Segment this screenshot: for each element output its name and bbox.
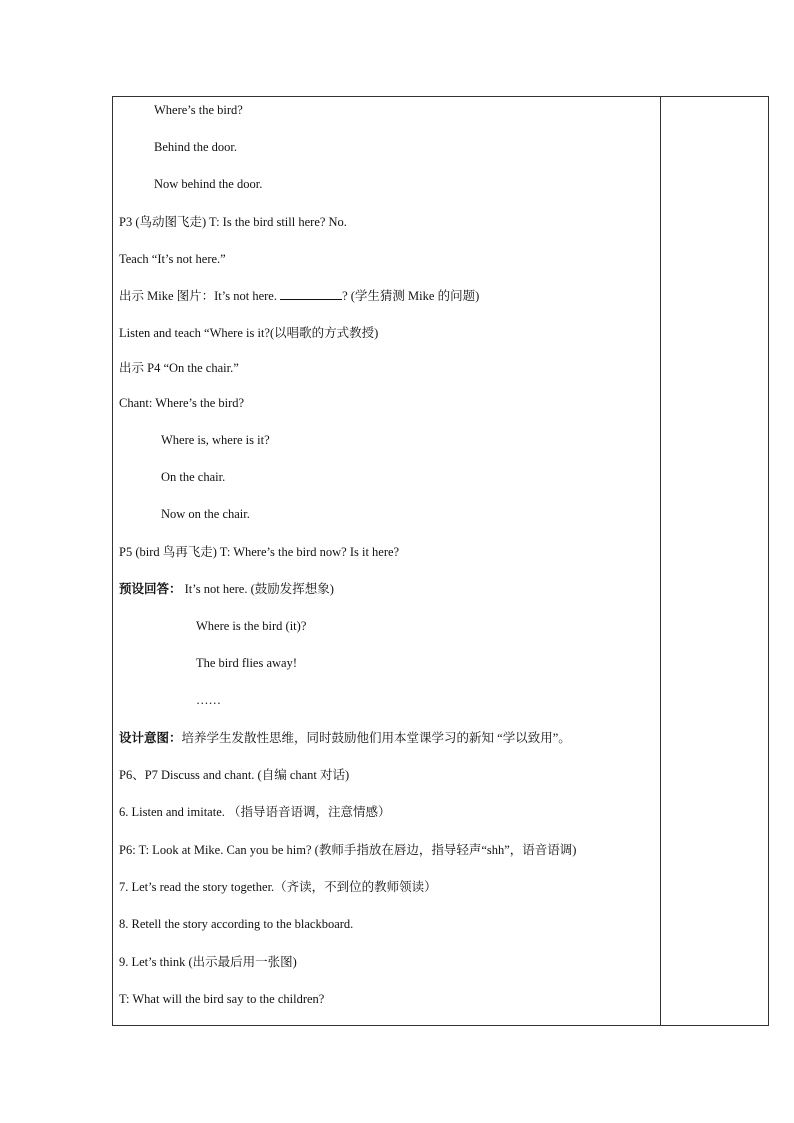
text-line: P6: T: Look at Mike. Can you be him? (教师手指放在唇边，指导轻声“shh”，语音语调) xyxy=(119,843,577,857)
fill-in-blank xyxy=(280,288,342,300)
text-line: …… xyxy=(196,693,221,707)
text-line: Listen and teach “Where is it?(以唱歌的方式教授) xyxy=(119,326,379,340)
section-label: 预设回答： xyxy=(119,581,182,596)
text-line xyxy=(119,288,479,304)
text-line: 8. Retell the story according to the blackboard. xyxy=(119,917,354,931)
text-line: P5 (bird 鸟再飞走) T: Where’s the bird now? Is it here? xyxy=(119,545,400,559)
text-segment: It’s not here. (鼓励发挥想象) xyxy=(181,582,334,596)
text-line: The bird flies away! xyxy=(196,656,298,670)
text-line: Behind the door. xyxy=(154,140,237,154)
text-segment: ? (学生猜测 Mike 的问题) xyxy=(342,289,480,303)
text-segment: 培养学生发散性思维，同时鼓励他们用本堂课学习的新知 “学以致用”。 xyxy=(181,731,571,745)
column-divider xyxy=(660,97,661,1025)
text-line xyxy=(119,730,571,746)
text-line: 7. Let’s read the story together.（齐读，不到位的教师领读） xyxy=(119,880,437,894)
text-line: P3 (鸟动图飞走) T: Is the bird still here? No. xyxy=(119,215,347,229)
text-line: Where is the bird (it)? xyxy=(196,619,307,633)
text-line: Where is, where is it? xyxy=(161,433,270,447)
text-line: Teach “It’s not here.” xyxy=(119,252,226,266)
text-line: Where’s the bird? xyxy=(154,103,243,117)
text-line: Chant: Where’s the bird? xyxy=(119,396,245,410)
text-line: Now on the chair. xyxy=(161,507,250,521)
text-line: 6. Listen and imitate. （指导语音语调，注意情感） xyxy=(119,805,391,819)
text-line: Now behind the door. xyxy=(154,177,263,191)
section-label: 设计意图： xyxy=(119,730,182,745)
text-line xyxy=(119,581,334,597)
text-line: 9. Let’s think (出示最后用一张图) xyxy=(119,955,297,969)
text-line: 出示 P4 “On the chair.” xyxy=(119,361,239,375)
text-line: On the chair. xyxy=(161,470,226,484)
text-segment: 出示 Mike 图片：It’s not here. xyxy=(119,289,281,303)
text-line: T: What will the bird say to the children? xyxy=(119,992,325,1006)
text-line: P6、P7 Discuss and chant. (自编 chant 对话) xyxy=(119,768,350,782)
